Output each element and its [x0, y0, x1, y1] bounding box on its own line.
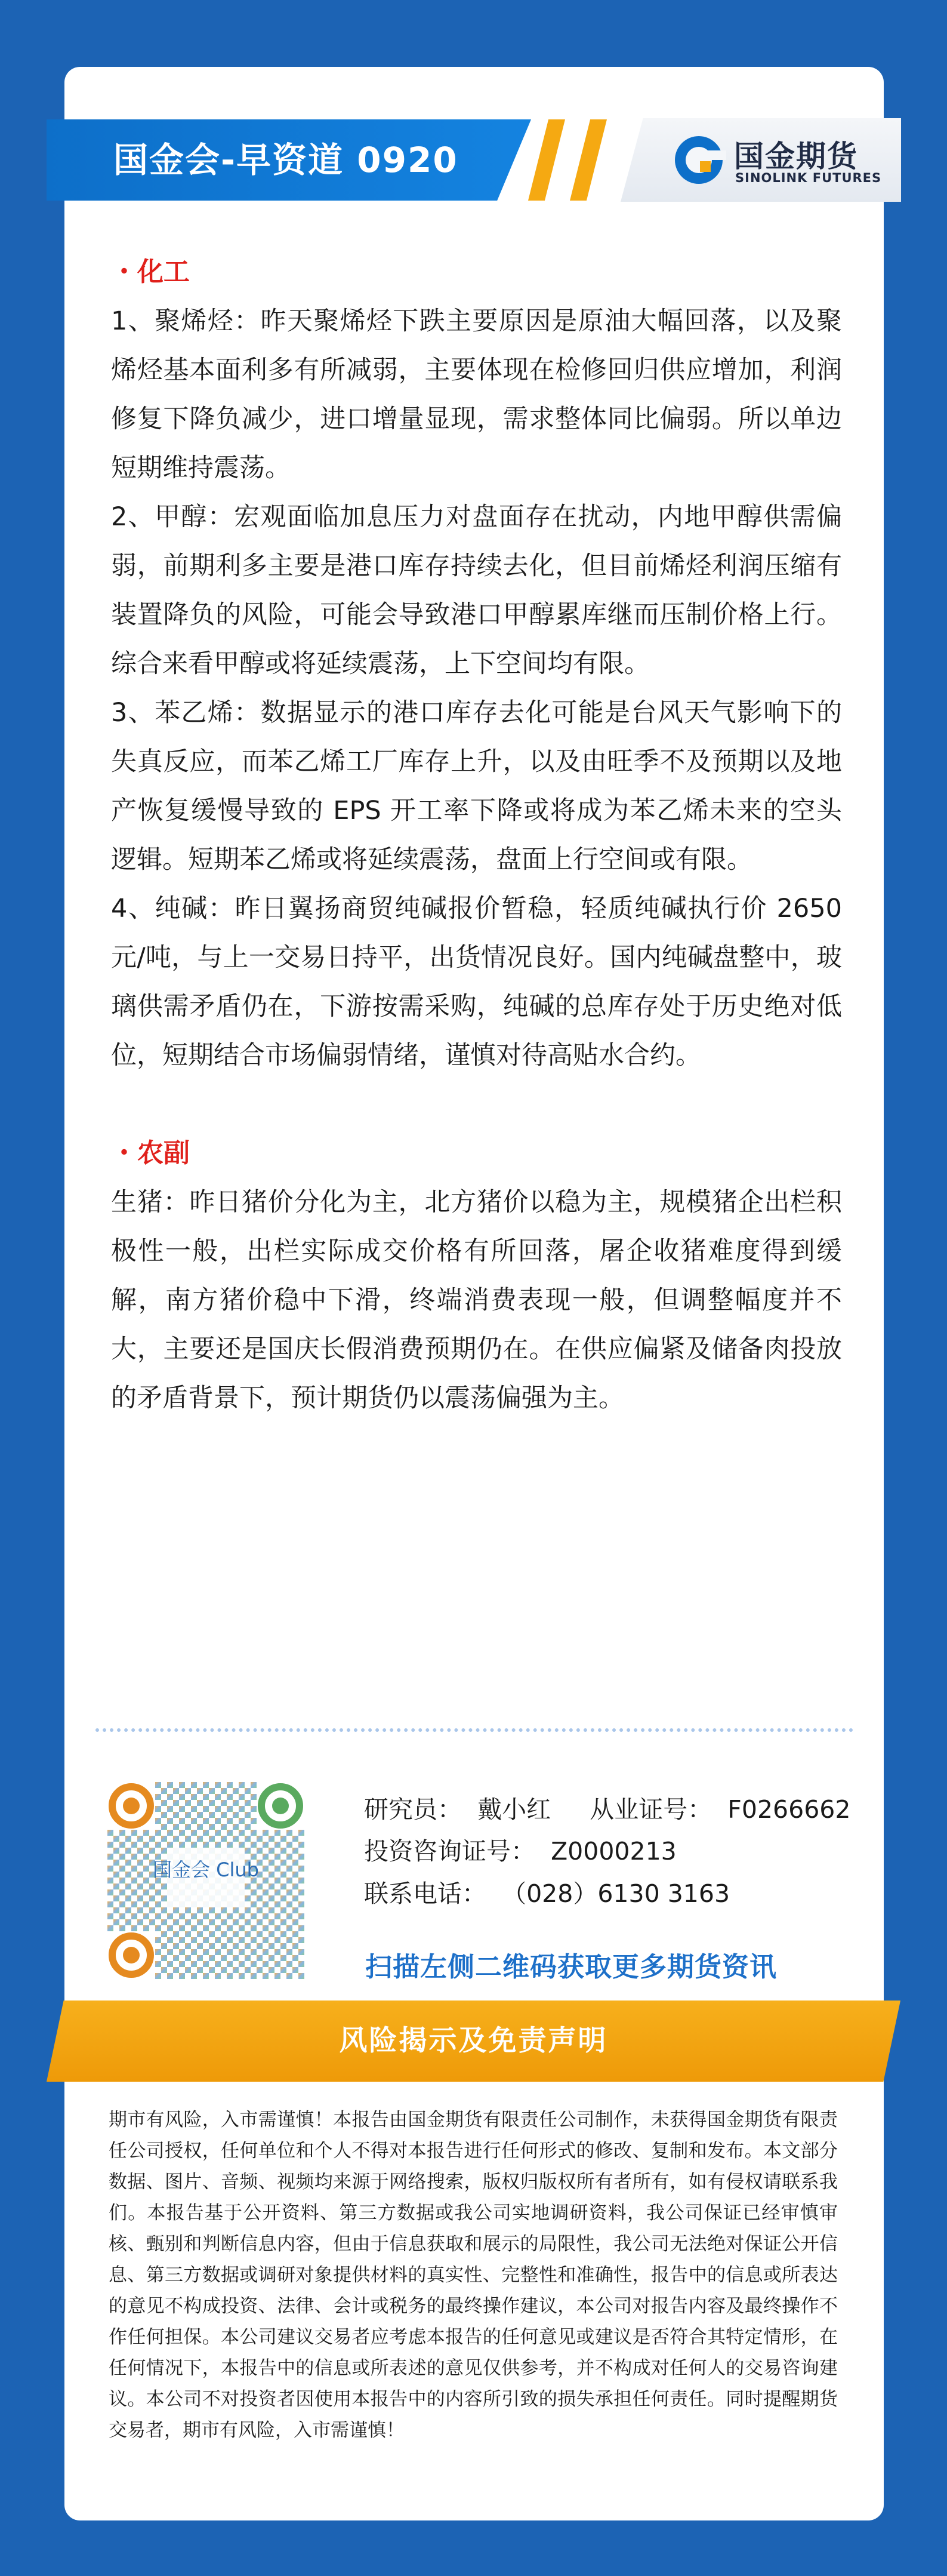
phone-info: 联系电话： （028）6130 3163	[364, 1879, 730, 1908]
logo-text-en: SINOLINK FUTURES	[735, 171, 882, 185]
paragraph: 4、纯碱：昨日翼扬商贸纯碱报价暂稳，轻质纯碱执行价 2650 元/吨，与上一交易日持平，出货情况良好。国内纯碱盘整中，玻璃供需矛盾仍在，下游按需采购，纯碱的总库存处于历史绝对低位，短期结合市场偏弱情绪，谨慎对待高贴水合约。	[111, 894, 842, 1070]
risk-title: 风险揭示及免责声明	[339, 2024, 608, 2057]
section-heading-chemical: ・化工	[111, 257, 190, 287]
qr-label: 国金会 Club	[152, 1858, 259, 1881]
dotted-divider	[95, 1728, 853, 1732]
paragraph: 3、苯乙烯：数据显示的港口库存去化可能是台风天气影响下的失真反应，而苯乙烯工厂库存上升，以及由旺季不及预期以及地产恢复缓慢导致的 EPS 开工率下降或将成为苯乙烯未来的空头逻辑。短期苯乙烯或将延续震荡，盘面上行空间或有限。	[111, 698, 842, 875]
license-info: 投资咨询证号： Z0000213	[364, 1837, 677, 1866]
sinolink-logo-icon	[671, 133, 726, 187]
section-heading-agri: ・农副	[111, 1138, 190, 1168]
paragraph: 2、甲醇：宏观面临加息压力对盘面存在扰动，内地甲醇供需偏弱，前期利多主要是港口库存持续去化，但目前烯烃利润压缩有装置降负的风险，可能会导致港口甲醇累库继而压制价格上行。综合来看甲醇或将延续震荡，上下空间均有限。	[111, 502, 842, 679]
researcher-info: 研究员： 戴小红 从业证号： F0266662	[364, 1795, 851, 1824]
qr-promo-text: 扫描左侧二维码获取更多期货资讯	[365, 1951, 778, 1983]
paragraph: 生猪：昨日猪价分化为主，北方猪价以稳为主，规模猪企出栏积极性一般，出栏实际成交价格有所回落，屠企收猪难度得到缓解，南方猪价稳中下滑，终端消费表现一般，但调整幅度并不大，主要还是国庆长假消费预期仍在。在供应偏紧及储备肉投放的矛盾背景下，预计期货仍以震荡偏强为主。	[111, 1187, 842, 1413]
logo-text-cn: 国金期货	[734, 139, 858, 174]
page-title: 国金会-早资道 0920	[113, 140, 458, 180]
article-body	[111, 248, 842, 1423]
disclaimer-text: 期市有风险，入市需谨慎！本报告由国金期货有限责任公司制作，未获得国金期货有限责任公司授权，任何单位和个人不得对本报告进行任何形式的修改、复制和发布。本文部分数据、图片、音频、视频均来源于网络搜索，版权归版权所有者所有，如有侵权请联系我们。本报告基于公开资料、第三方数据或我公司实地调研资料，我公司保证已经审慎审核、甄别和判断信息内容，但由于信息获取和展示的局限性，我公司无法绝对保证公开信息、第三方数据或调研对象提供材料的真实性、完整性和准确性，报告中的信息或所表达的意见不构成投资、法律、会计或税务的最终操作建议，本公司对报告内容及最终操作不作任何担保。本公司建议交易者应考虑本报告的任何意见或建议是否符合其特定情形，在任何情况下，本报告中的信息或所表述的意见仅供参考，并不构成对任何人的交易咨询建议。本公司不对投资者因使用本报告中的内容所引致的损失承担任何责任。同时提醒期货交易者，期市有风险，入市需谨慎！	[109, 2109, 838, 2441]
paragraph: 1、聚烯烃：昨天聚烯烃下跌主要原因是原油大幅回落，以及聚烯烃基本面利多有所减弱，主要体现在检修回归供应增加，利润修复下降负减少，进口增量显现，需求整体同比偏弱。所以单边短期维持震荡。	[111, 306, 842, 483]
